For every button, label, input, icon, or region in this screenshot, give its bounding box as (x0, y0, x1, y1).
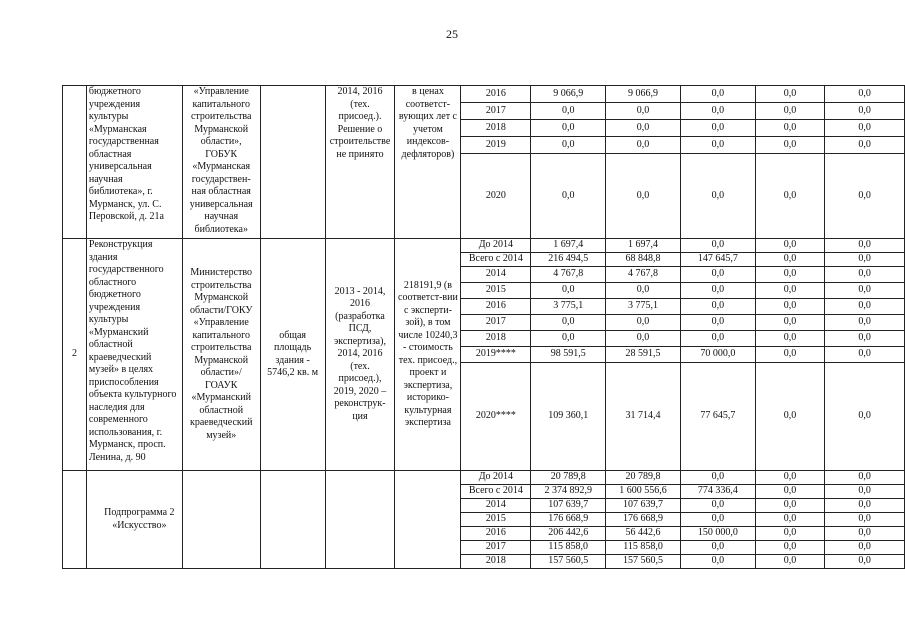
value-cell: 0,0 (606, 331, 681, 347)
value-cell: 0,0 (680, 283, 755, 299)
value-cell: 0,0 (680, 555, 755, 569)
year-cell: 2014 (461, 267, 531, 283)
number-cell (63, 471, 87, 569)
value-cell: 206 442,6 (531, 527, 606, 541)
value-cell: 0,0 (755, 527, 825, 541)
year-cell: 2015 (461, 283, 531, 299)
value-cell: 0,0 (755, 471, 825, 485)
value-cell: 0,0 (825, 513, 905, 527)
value-cell: 0,0 (755, 239, 825, 253)
value-cell: 115 858,0 (606, 541, 681, 555)
value-cell: 774 336,4 (680, 485, 755, 499)
value-cell: 0,0 (825, 137, 905, 154)
value-cell: 20 789,8 (606, 471, 681, 485)
timing-cell: 2014, 2016 (тех. присоед.). Решение о строительстве не принято (325, 86, 395, 239)
capacity-cell: общая площадь здания - 5746,2 кв. м (260, 239, 325, 471)
value-cell: 1 697,4 (531, 239, 606, 253)
value-cell: 0,0 (755, 283, 825, 299)
value-cell: 0,0 (825, 103, 905, 120)
value-cell: 0,0 (531, 137, 606, 154)
value-cell: 70 000,0 (680, 347, 755, 363)
year-cell: До 2014 (461, 239, 531, 253)
value-cell: 0,0 (755, 499, 825, 513)
value-cell: 0,0 (606, 154, 681, 239)
value-cell: 176 668,9 (531, 513, 606, 527)
value-cell: 0,0 (531, 120, 606, 137)
value-cell: 0,0 (825, 86, 905, 103)
year-cell: 2016 (461, 86, 531, 103)
value-cell: 0,0 (755, 513, 825, 527)
value-cell: 0,0 (755, 363, 825, 471)
value-cell: 107 639,7 (531, 499, 606, 513)
capacity-cell (260, 471, 325, 569)
year-cell: Всего с 2014 (461, 485, 531, 499)
timing-cell: 2013 - 2014, 2016 (разработка ПСД, экспертиза), 2014, 2016 (тех. присоед.), 2019, 2020 – реконструк-ция (325, 239, 395, 471)
value-cell: 0,0 (680, 299, 755, 315)
investment-table (62, 85, 905, 569)
cost-cell (395, 471, 461, 569)
value-cell: 0,0 (825, 363, 905, 471)
value-cell: 0,0 (825, 253, 905, 267)
value-cell: 0,0 (531, 331, 606, 347)
year-cell: Всего с 2014 (461, 253, 531, 267)
value-cell: 0,0 (755, 103, 825, 120)
value-cell: 0,0 (755, 331, 825, 347)
value-cell: 68 848,8 (606, 253, 681, 267)
subprogram-name-cell: Подпрограмма 2 «Искусство» (86, 471, 182, 569)
value-cell: 0,0 (755, 137, 825, 154)
object-name-cell: бюджетного учреждения культуры «Мурманская государственная областная универсальная научная библиотека», г. Мурманск, ул. С. Перовской, д. 21а (86, 86, 182, 239)
value-cell: 0,0 (680, 499, 755, 513)
value-cell: 0,0 (680, 86, 755, 103)
table-row (63, 471, 905, 485)
value-cell: 0,0 (680, 120, 755, 137)
value-cell: 150 000,0 (680, 527, 755, 541)
capacity-cell (260, 86, 325, 239)
value-cell: 216 494,5 (531, 253, 606, 267)
value-cell: 109 360,1 (531, 363, 606, 471)
value-cell: 0,0 (680, 471, 755, 485)
year-cell: 2017 (461, 315, 531, 331)
value-cell: 0,0 (680, 267, 755, 283)
value-cell: 0,0 (825, 154, 905, 239)
year-cell: 2016 (461, 527, 531, 541)
timing-cell (325, 471, 395, 569)
value-cell: 0,0 (680, 513, 755, 527)
table-body (63, 86, 905, 569)
value-cell: 20 789,8 (531, 471, 606, 485)
value-cell: 157 560,5 (531, 555, 606, 569)
value-cell: 0,0 (825, 499, 905, 513)
value-cell: 0,0 (825, 541, 905, 555)
value-cell: 0,0 (680, 239, 755, 253)
value-cell: 9 066,9 (606, 86, 681, 103)
year-cell: 2016 (461, 299, 531, 315)
value-cell: 0,0 (825, 555, 905, 569)
value-cell: 157 560,5 (606, 555, 681, 569)
value-cell: 0,0 (825, 315, 905, 331)
year-cell: 2018 (461, 331, 531, 347)
value-cell: 56 442,6 (606, 527, 681, 541)
value-cell: 0,0 (606, 103, 681, 120)
value-cell: 1 600 556,6 (606, 485, 681, 499)
number-cell: 2 (63, 239, 87, 471)
value-cell: 0,0 (755, 299, 825, 315)
value-cell: 176 668,9 (606, 513, 681, 527)
value-cell: 28 591,5 (606, 347, 681, 363)
value-cell: 0,0 (680, 103, 755, 120)
value-cell: 4 767,8 (531, 267, 606, 283)
value-cell: 0,0 (680, 331, 755, 347)
value-cell: 4 767,8 (606, 267, 681, 283)
number-cell (63, 86, 87, 239)
year-cell: 2014 (461, 499, 531, 513)
value-cell: 9 066,9 (531, 86, 606, 103)
year-cell: 2020 (461, 154, 531, 239)
value-cell: 0,0 (680, 315, 755, 331)
value-cell: 0,0 (755, 253, 825, 267)
year-cell: 2017 (461, 541, 531, 555)
year-cell: 2018 (461, 555, 531, 569)
year-cell: До 2014 (461, 471, 531, 485)
value-cell: 77 645,7 (680, 363, 755, 471)
value-cell: 0,0 (755, 86, 825, 103)
value-cell: 0,0 (680, 137, 755, 154)
year-cell: 2017 (461, 103, 531, 120)
year-cell: 2020**** (461, 363, 531, 471)
value-cell: 31 714,4 (606, 363, 681, 471)
value-cell: 2 374 892,9 (531, 485, 606, 499)
value-cell: 0,0 (825, 299, 905, 315)
value-cell: 0,0 (680, 154, 755, 239)
value-cell: 0,0 (825, 485, 905, 499)
value-cell: 0,0 (680, 541, 755, 555)
customer-cell: «Управление капитального строительства Мурманской области», ГОБУК «Мурманская государствен-ная областная универсальная научная библиотека» (182, 86, 260, 239)
table-row (63, 86, 905, 103)
value-cell: 0,0 (755, 267, 825, 283)
year-cell: 2019 (461, 137, 531, 154)
page-number: 25 (446, 27, 458, 41)
value-cell: 0,0 (825, 347, 905, 363)
value-cell: 0,0 (531, 283, 606, 299)
cost-cell: в ценах соответст-вующих лет с учетом индексов-дефляторов) (395, 86, 461, 239)
value-cell: 0,0 (606, 283, 681, 299)
year-cell: 2019**** (461, 347, 531, 363)
value-cell: 0,0 (755, 347, 825, 363)
value-cell: 0,0 (606, 120, 681, 137)
value-cell: 3 775,1 (606, 299, 681, 315)
value-cell: 0,0 (825, 267, 905, 283)
customer-cell (182, 471, 260, 569)
value-cell: 0,0 (755, 120, 825, 137)
year-cell: 2018 (461, 120, 531, 137)
value-cell: 0,0 (531, 154, 606, 239)
value-cell: 0,0 (755, 485, 825, 499)
cost-cell: 218191,9 (в соответст-вии с эксперти-зой), в том числе 10240,3 - стоимость тех. присоед., проект и экспертиза, историко-культурная экспертиза (395, 239, 461, 471)
value-cell: 0,0 (531, 103, 606, 120)
value-cell: 0,0 (531, 315, 606, 331)
value-cell: 1 697,4 (606, 239, 681, 253)
value-cell: 0,0 (606, 315, 681, 331)
value-cell: 0,0 (825, 527, 905, 541)
value-cell: 98 591,5 (531, 347, 606, 363)
object-name-cell: Реконструкция здания государственного областного бюджетного учреждения культуры «Мурманский областной краеведческий музей» в целях приспособления объекта культурного наследия для современного использования, г. Мурманск, просп. Ленина, д. 90 (86, 239, 182, 471)
value-cell: 115 858,0 (531, 541, 606, 555)
table-row (63, 239, 905, 253)
value-cell: 0,0 (606, 137, 681, 154)
value-cell: 0,0 (755, 315, 825, 331)
value-cell: 0,0 (825, 283, 905, 299)
value-cell: 0,0 (755, 154, 825, 239)
value-cell: 0,0 (825, 120, 905, 137)
value-cell: 147 645,7 (680, 253, 755, 267)
value-cell: 0,0 (825, 331, 905, 347)
value-cell: 0,0 (825, 239, 905, 253)
value-cell: 0,0 (755, 541, 825, 555)
customer-cell: Министерство строительства Мурманской области/ГОКУ «Управление капитального строительства Мурманской области»/ ГОАУК «Мурманский областной краеведческий музей» (182, 239, 260, 471)
value-cell: 107 639,7 (606, 499, 681, 513)
value-cell: 0,0 (825, 471, 905, 485)
value-cell: 0,0 (755, 555, 825, 569)
value-cell: 3 775,1 (531, 299, 606, 315)
year-cell: 2015 (461, 513, 531, 527)
